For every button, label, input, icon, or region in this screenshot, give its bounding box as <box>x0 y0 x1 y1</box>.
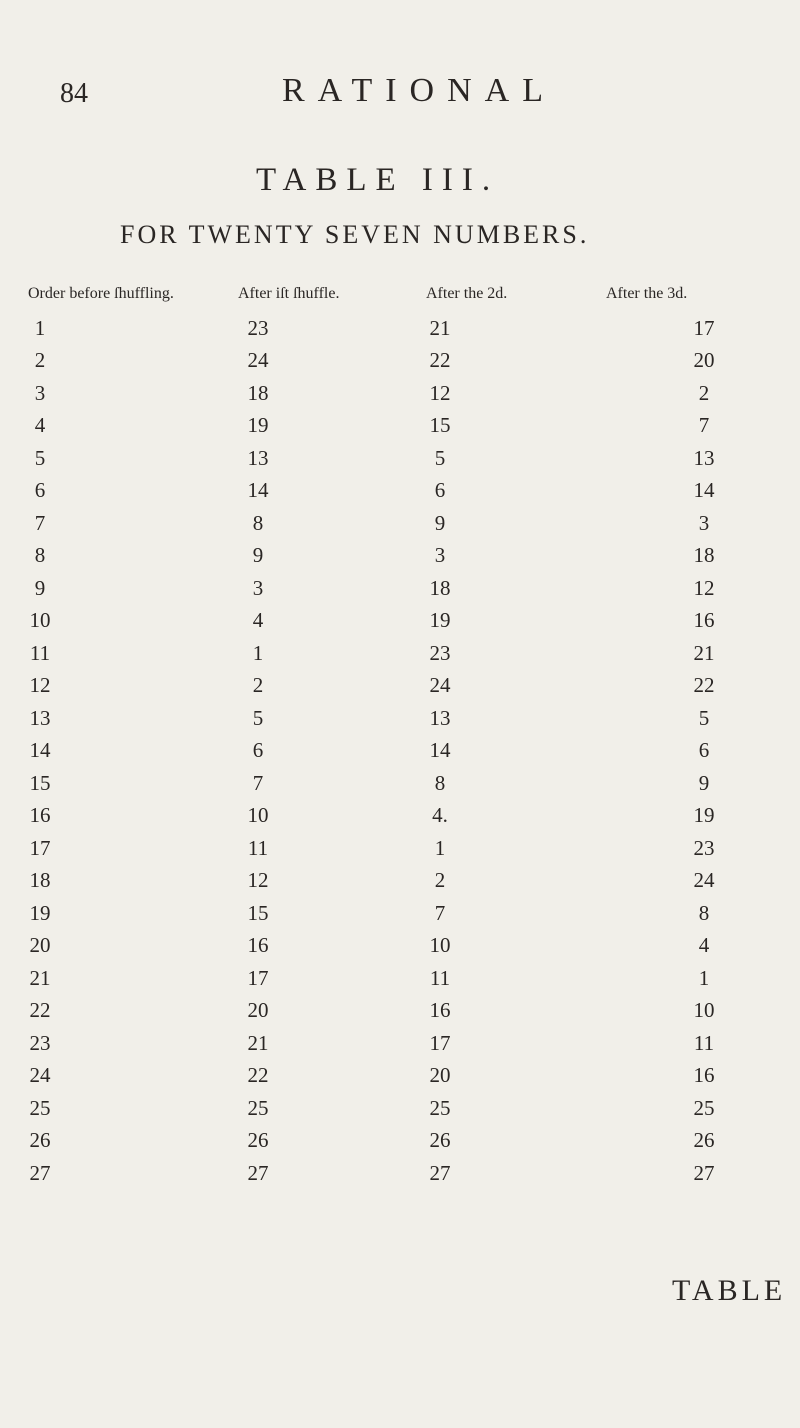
first-shuffle-cell: 7 <box>252 771 264 795</box>
third-shuffle-cell: 7 <box>698 413 710 437</box>
second-shuffle-cell: 7 <box>434 901 446 925</box>
third-shuffle-cell: 10 <box>693 998 715 1022</box>
third-shuffle-cell: 8 <box>698 901 710 925</box>
third-shuffle-cell: 23 <box>693 836 715 860</box>
order-cell: 1 <box>34 316 46 340</box>
second-shuffle-cell: 15 <box>429 413 451 437</box>
first-shuffle-cell: 8 <box>252 511 264 535</box>
third-shuffle-cell: 3 <box>698 511 710 535</box>
first-shuffle-cell: 3 <box>252 576 264 600</box>
first-shuffle-cell: 13 <box>247 446 269 470</box>
third-shuffle-cell: 11 <box>693 1031 715 1055</box>
first-shuffle-cell: 10 <box>247 803 269 827</box>
second-shuffle-cell: 17 <box>429 1031 451 1055</box>
second-shuffle-cell: 1 <box>434 836 446 860</box>
order-cell: 12 <box>29 673 51 697</box>
first-shuffle-cell: 1 <box>252 641 264 665</box>
second-shuffle-cell: 21 <box>429 316 451 340</box>
second-shuffle-cell: 11 <box>429 966 451 990</box>
third-shuffle-cell: 14 <box>693 478 715 502</box>
first-shuffle-cell: 20 <box>247 998 269 1022</box>
order-cell: 24 <box>29 1063 51 1087</box>
first-shuffle-cell: 23 <box>247 316 269 340</box>
third-shuffle-cell: 25 <box>693 1096 715 1120</box>
second-shuffle-cell: 24 <box>429 673 451 697</box>
third-shuffle-cell: 21 <box>693 641 715 665</box>
column-header-after-third: After the 3d. <box>606 285 688 302</box>
second-shuffle-cell: 27 <box>429 1161 451 1185</box>
third-shuffle-cell: 26 <box>693 1128 715 1152</box>
first-shuffle-cell: 26 <box>247 1128 269 1152</box>
order-cell: 23 <box>29 1031 51 1055</box>
second-shuffle-cell: 10 <box>429 933 451 957</box>
second-shuffle-cell: 26 <box>429 1128 451 1152</box>
third-shuffle-cell: 17 <box>693 316 715 340</box>
second-shuffle-cell: 4. <box>432 803 448 827</box>
order-cell: 3 <box>34 381 46 405</box>
second-shuffle-cell: 6 <box>434 478 446 502</box>
third-shuffle-cell: 2 <box>698 381 710 405</box>
table-subtitle: FOR TWENTY SEVEN NUMBERS. <box>120 220 590 249</box>
order-cell: 6 <box>34 478 46 502</box>
third-shuffle-cell: 22 <box>693 673 715 697</box>
second-shuffle-cell: 5 <box>434 446 446 470</box>
third-shuffle-cell: 19 <box>693 803 715 827</box>
column-header-after-first-shuffle: After iſt ſhuffle. <box>238 285 340 302</box>
first-shuffle-cell: 4 <box>252 608 264 632</box>
first-shuffle-cell: 21 <box>247 1031 269 1055</box>
second-shuffle-cell: 18 <box>429 576 451 600</box>
third-shuffle-cell: 4 <box>698 933 710 957</box>
third-shuffle-cell: 16 <box>693 608 715 632</box>
second-shuffle-cell: 8 <box>434 771 446 795</box>
order-cell: 17 <box>29 836 51 860</box>
first-shuffle-cell: 9 <box>252 543 264 567</box>
first-shuffle-cell: 11 <box>247 836 269 860</box>
order-cell: 20 <box>29 933 51 957</box>
first-shuffle-cell: 25 <box>247 1096 269 1120</box>
second-shuffle-cell: 2 <box>434 868 446 892</box>
order-cell: 27 <box>29 1161 51 1185</box>
order-cell: 4 <box>34 413 46 437</box>
order-cell: 8 <box>34 543 46 567</box>
first-shuffle-cell: 14 <box>247 478 269 502</box>
first-shuffle-cell: 5 <box>252 706 264 730</box>
second-shuffle-cell: 16 <box>429 998 451 1022</box>
first-shuffle-cell: 18 <box>247 381 269 405</box>
third-shuffle-cell: 13 <box>693 446 715 470</box>
second-shuffle-cell: 20 <box>429 1063 451 1087</box>
order-cell: 14 <box>29 738 51 762</box>
first-shuffle-cell: 22 <box>247 1063 269 1087</box>
second-shuffle-cell: 25 <box>429 1096 451 1120</box>
catchword: TABLE <box>672 1274 787 1307</box>
second-shuffle-cell: 19 <box>429 608 451 632</box>
second-shuffle-cell: 9 <box>434 511 446 535</box>
order-cell: 2 <box>34 348 46 372</box>
order-cell: 22 <box>29 998 51 1022</box>
first-shuffle-cell: 17 <box>247 966 269 990</box>
running-head: RATIONAL <box>282 72 556 109</box>
first-shuffle-cell: 16 <box>247 933 269 957</box>
first-shuffle-cell: 19 <box>247 413 269 437</box>
second-shuffle-cell: 14 <box>429 738 451 762</box>
first-shuffle-cell: 24 <box>247 348 269 372</box>
first-shuffle-cell: 2 <box>252 673 264 697</box>
first-shuffle-cell: 15 <box>247 901 269 925</box>
order-cell: 21 <box>29 966 51 990</box>
order-cell: 5 <box>34 446 46 470</box>
third-shuffle-cell: 27 <box>693 1161 715 1185</box>
third-shuffle-cell: 16 <box>693 1063 715 1087</box>
order-cell: 26 <box>29 1128 51 1152</box>
order-cell: 13 <box>29 706 51 730</box>
second-shuffle-cell: 23 <box>429 641 451 665</box>
order-cell: 25 <box>29 1096 51 1120</box>
first-shuffle-cell: 12 <box>247 868 269 892</box>
page-number: 84 <box>60 78 88 109</box>
second-shuffle-cell: 3 <box>434 543 446 567</box>
order-cell: 10 <box>29 608 51 632</box>
second-shuffle-cell: 12 <box>429 381 451 405</box>
order-cell: 7 <box>34 511 46 535</box>
first-shuffle-cell: 6 <box>252 738 264 762</box>
second-shuffle-cell: 13 <box>429 706 451 730</box>
third-shuffle-cell: 12 <box>693 576 715 600</box>
order-cell: 15 <box>29 771 51 795</box>
order-cell: 16 <box>29 803 51 827</box>
order-cell: 9 <box>34 576 46 600</box>
order-cell: 19 <box>29 901 51 925</box>
third-shuffle-cell: 1 <box>698 966 710 990</box>
column-header-after-second: After the 2d. <box>426 285 508 302</box>
second-shuffle-cell: 22 <box>429 348 451 372</box>
table-title: TABLE III. <box>256 162 500 198</box>
third-shuffle-cell: 18 <box>693 543 715 567</box>
third-shuffle-cell: 24 <box>693 868 715 892</box>
third-shuffle-cell: 5 <box>698 706 710 730</box>
order-cell: 18 <box>29 868 51 892</box>
first-shuffle-cell: 27 <box>247 1161 269 1185</box>
third-shuffle-cell: 9 <box>698 771 710 795</box>
order-cell: 11 <box>29 641 51 665</box>
third-shuffle-cell: 6 <box>698 738 710 762</box>
column-header-order-before-shuffling: Order before ſhuffling. <box>28 285 174 302</box>
third-shuffle-cell: 20 <box>693 348 715 372</box>
